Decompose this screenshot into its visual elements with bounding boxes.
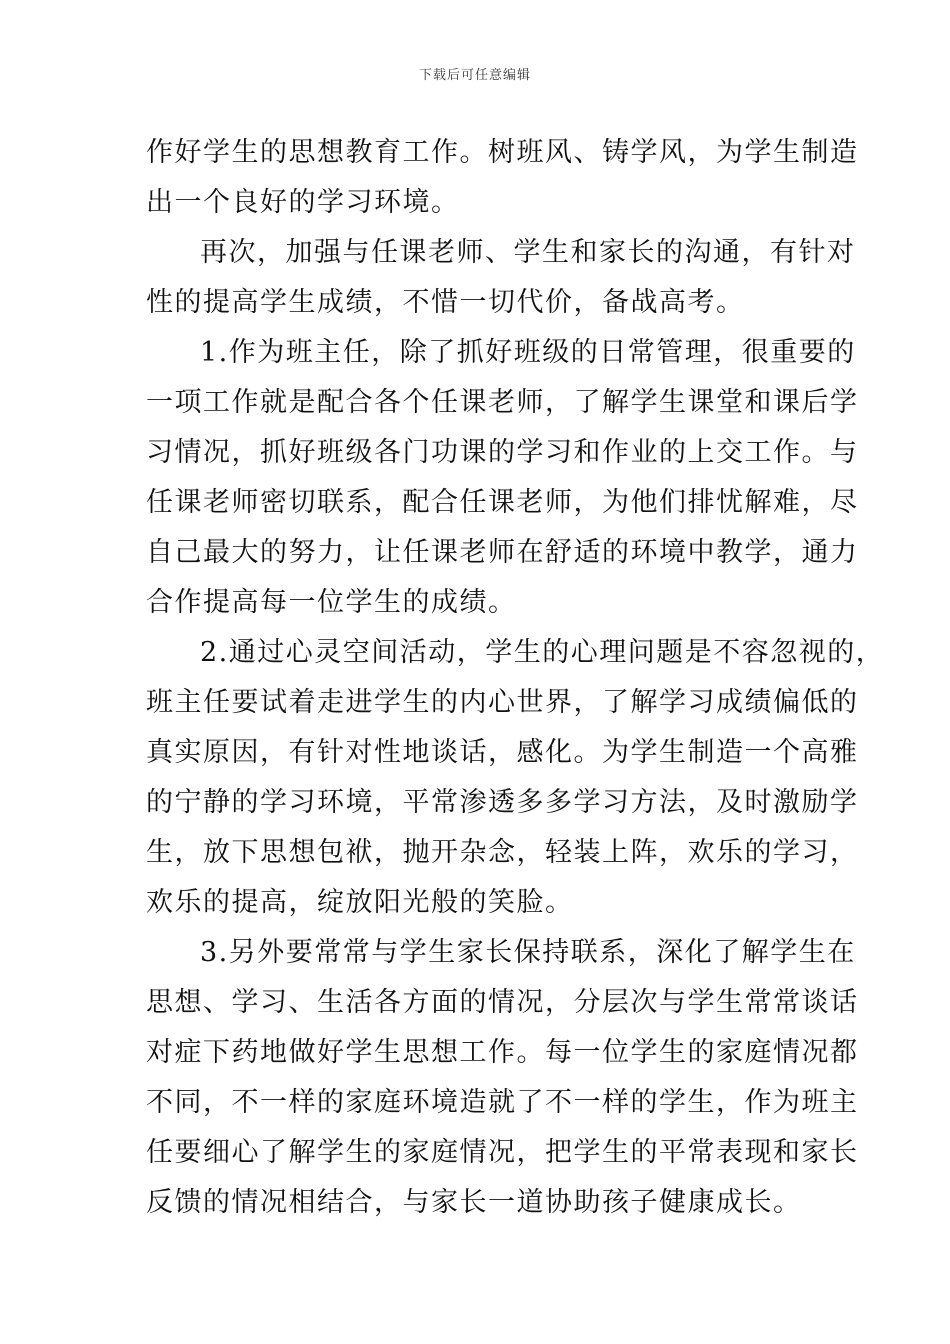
text-line: 任要细心了解学生的家庭情况，把学生的平常表现和家长 [146, 1137, 859, 1168]
text-line: 一项工作就是配合各个任课老师，了解学生课堂和课后学 [146, 387, 859, 418]
text-line: 反馈的情况相结合，与家长一道协助孩子健康成长。 [146, 1187, 802, 1218]
text-line: 作好学生的思想教育工作。树班风、铸学风，为学生制造 [146, 137, 859, 168]
text-line: 的宁静的学习环境，平常渗透多多学习方法，及时激励学 [146, 787, 859, 818]
text-line: 再次，加强与任课老师、学生和家长的沟通，有针对 [200, 237, 856, 268]
text-line: 不同，不一样的家庭环境造就了不一样的学生，作为班主 [146, 1087, 859, 1118]
text-line: 生，放下思想包袱，抛开杂念，轻装上阵，欢乐的学习， [146, 837, 859, 868]
text-line: 出一个良好的学习环境。 [146, 187, 460, 218]
text-line: 自己最大的努力，让任课老师在舒适的环境中教学，通力 [146, 537, 859, 568]
text-line: 班主任要试着走进学生的内心世界，了解学习成绩偏低的 [146, 687, 859, 718]
text-line: 2.通过心灵空间活动，学生的心理问题是不容忽视的， [200, 637, 885, 668]
text-line: 真实原因，有针对性地谈话，感化。为学生制造一个高雅 [146, 737, 859, 768]
text-line: 思想、学习、生活各方面的情况，分层次与学生常常谈话 [146, 987, 859, 1018]
text-line: 欢乐的提高，绽放阳光般的笑脸。 [146, 887, 574, 918]
text-line: 对症下药地做好学生思想工作。每一位学生的家庭情况都 [146, 1037, 859, 1068]
text-line: 1.作为班主任，除了抓好班级的日常管理，很重要的 [200, 337, 856, 368]
header-note: 下载后可任意编辑 [418, 68, 531, 83]
body-text [146, 128, 885, 1228]
text-line: 任课老师密切联系，配合任课老师，为他们排忧解难，尽 [146, 487, 859, 518]
text-line: 合作提高每一位学生的成绩。 [146, 587, 517, 618]
text-line: 性的提高学生成绩，不惜一切代价，备战高考。 [146, 287, 745, 318]
text-line: 习情况，抓好班级各门功课的学习和作业的上交工作。与 [146, 437, 859, 468]
text-line: 3.另外要常常与学生家长保持联系，深化了解学生在 [200, 937, 856, 968]
